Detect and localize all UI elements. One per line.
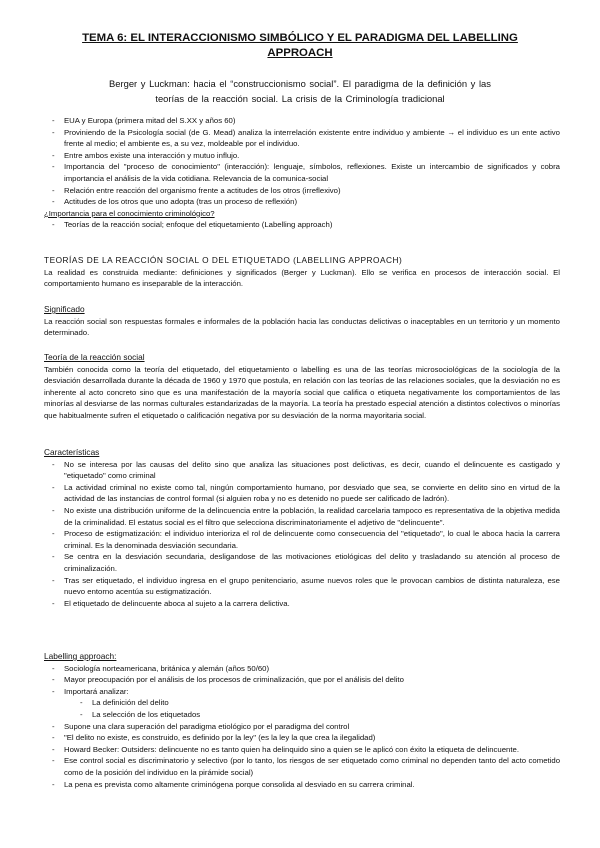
- list-item-text: Tras ser etiquetado, el individuo ingresa en el grupo penitenciario, asume nuevos roles que le provocan cambios de distinta naturaleza, ese nuevo entorno acentúa su estigmatización.: [64, 575, 560, 597]
- list-item-text: Se centra en la desviación secundaria, desligandose de las motivaciones etiológicas del delito y trasladando su atención al proceso de criminalización.: [64, 552, 560, 573]
- list-item: [44, 598, 560, 610]
- list-item: [44, 150, 560, 162]
- significado-section: [44, 304, 560, 339]
- list-item-text: EUA y Europa (primera mitad del S.XX y años 60): [64, 116, 236, 125]
- list-item: [44, 528, 560, 551]
- list-item-text: Proviniendo de la Psicología social (de G. Mead) analiza la interrelación existente entre individuo y ambiente → el individuo es un ente activo frente al medio; el ambiente es, a su vez, moldeable por el individuo.: [64, 127, 560, 149]
- bullet: -: [52, 663, 55, 673]
- list-item-text: La actividad criminal no existe como tal, ningún comportamiento humano, por desviado que sea, se convierte en delito sino en virtud de la actividad de las instancias de control formal (si alguien roba y no es detenido no puede ser calificado de ladrón).: [64, 482, 560, 504]
- caracteristicas-section: [44, 447, 560, 609]
- list-item-text: Ese control social es discriminatorio y selectivo (por lo tanto, los riesgos de ser etiquetado como criminal no dependen tanto del acto cometido como de la posición del individuo en la pirámide social): [64, 756, 560, 777]
- bullet: -: [52, 721, 55, 731]
- list-item: [44, 127, 560, 150]
- teoria-heading: Teoría de la reacción social: [44, 352, 145, 362]
- list-item: [44, 732, 560, 744]
- bullet: -: [52, 779, 55, 789]
- bullet: -: [52, 598, 55, 608]
- list-item: [44, 161, 560, 184]
- list-item: [44, 686, 560, 698]
- list-item: [44, 721, 560, 733]
- list-item: [44, 551, 560, 574]
- list-item: [44, 459, 560, 482]
- list-item: [44, 505, 560, 528]
- bullet: -: [52, 197, 55, 207]
- bullet: -: [80, 698, 83, 708]
- bullet: -: [52, 756, 55, 766]
- list-item: [44, 219, 560, 231]
- labelling-heading: Labelling approach:: [44, 651, 117, 661]
- bullet: -: [52, 162, 55, 172]
- list-item-text: Howard Becker: Outsiders: delincuente no es tanto quien ha delinquido sino a quien se le aplicó con éxito la etiqueta de delincuente.: [64, 744, 519, 754]
- list-item: [44, 755, 560, 778]
- list-item-text: Sociología norteamericana, británica y alemán (años 50/60): [64, 663, 270, 673]
- bullet: -: [52, 482, 55, 492]
- list-item-text: Relación entre reacción del organismo frente a actitudes de los otros (irreflexivo): [64, 185, 341, 195]
- sub-list-item: [44, 709, 560, 721]
- bullet: -: [52, 150, 55, 160]
- title-line-2: APPROACH: [267, 47, 333, 59]
- list-item-text: Proceso de estigmatización: el individuo interioriza el rol de delincuente como consecuencia del "etiquetado", lo cual le aboca hacia la carrera criminal. Es la denominada desviación secundaria.: [64, 529, 560, 550]
- list-item-text: Teorías de la reacción social; enfoque del etiquetamiento (Labelling approach): [64, 220, 333, 230]
- bullet: -: [52, 127, 55, 137]
- section-intro: [44, 255, 560, 290]
- teoria-paragraph: También conocida como la teoría del etiquetado, del etiquetamiento o labelling es una de las teorías microsociológicas de la sociología de la desviación desarrollada durante la década de 1960 y 1970 que postula, en relación con las teorías de las relaciones sociales, que la desviación no es inherente al acto concreto sino que es una manifestación de la mayoría social que califica o etiqueta negativamente los comportamientos de las minorías al desviarse de las normas culturales estandarizadas de la mayoría. La teoría ha prestado especial atención a distintos colectivos o minorías que habitualmente sufren el etiquetado o calificación negativa por su desviación de la norma mayoritaria social.: [44, 364, 560, 420]
- question-heading: ¿Importancia para el conocimiento criminológico?: [44, 208, 215, 218]
- teoria-section: [44, 352, 560, 422]
- bullet: -: [52, 552, 55, 562]
- list-item-text: No se interesa por las causas del delito sino que analiza las situaciones post delictivas, es decir, cuando el delincuente es castigado y "etiquetado" como criminal: [64, 459, 560, 481]
- list-item-text: No existe una distribución uniforme de la delincuencia entre la población, la realidad carcelaria tampoco es representativa de la objetiva medida de la criminalidad. El estatus social es el filtro que selecciona discriminatoriamente el adjetivo de "delincuente".: [64, 505, 560, 527]
- bullet: -: [52, 733, 55, 743]
- list-item-text: La selección de los etiquetados: [92, 709, 201, 719]
- bullet: -: [52, 116, 55, 125]
- bullet: -: [52, 575, 55, 585]
- subtitle-line-1: Berger y Luckman: hacia el “construccionismo social”. El paradigma de la definición y las: [109, 78, 491, 89]
- list-item: [44, 482, 560, 505]
- section-heading: TEORÍAS DE LA REACCIÓN SOCIAL O DEL ETIQUETADO (LABELLING APPROACH): [44, 255, 403, 265]
- caracteristicas-heading: Características: [44, 447, 100, 457]
- list-item: [44, 744, 560, 756]
- labelling-section: [44, 651, 560, 790]
- document-subtitle: [60, 76, 540, 106]
- intro-list: [44, 115, 560, 231]
- sub-list-item: [44, 697, 560, 709]
- list-item-text: Importancia del "proceso de conocimiento" (interacción): lenguaje, símbolos, reflexiones. Existe un intercambio de significados y cobra importancia el análisis de la vida cotidiana. Relevancia de la comunica-social: [64, 162, 560, 183]
- significado-paragraph: La reacción social son respuestas formales e informales de la población hacia las conductas delictivas o inaceptables en un territorio y un momento determinado.: [44, 316, 560, 338]
- bullet: -: [52, 744, 55, 754]
- significado-heading: Significado: [44, 304, 85, 314]
- list-item: [44, 663, 560, 675]
- list-item: [44, 196, 560, 208]
- bullet: -: [52, 185, 55, 195]
- bullet: -: [52, 675, 55, 685]
- subtitle-line-2: teorías de la reacción social. La crisis de la Criminología tradicional: [155, 93, 445, 104]
- list-item: [44, 575, 560, 598]
- list-item-text: La definición del delito: [92, 698, 169, 708]
- list-item-text: Supone una clara superación del paradigma etiológico por el paradigma del control: [64, 721, 350, 731]
- bullet: -: [52, 529, 55, 539]
- bullet: -: [52, 686, 55, 696]
- bullet: -: [52, 459, 55, 469]
- document-title: [48, 31, 552, 61]
- bullet: -: [80, 709, 83, 719]
- list-item-text: Entre ambos existe una interacción y mutuo influjo.: [64, 150, 240, 160]
- list-item-text: El etiquetado de delincuente aboca al sujeto a la carrera delictiva.: [64, 598, 290, 608]
- list-item: [44, 674, 560, 686]
- list-item-text: Actitudes de los otros que uno adopta (tras un proceso de reflexión): [64, 197, 298, 207]
- list-item: [44, 115, 560, 127]
- list-item-text: "El delito no existe, es construido, es definido por la ley" (es la ley la que crea la ilegalidad): [64, 733, 376, 743]
- bullet: -: [52, 220, 55, 230]
- list-item-text: La pena es prevista como altamente criminógena porque consolida al desviado en su carrera criminal.: [64, 779, 415, 789]
- bullet: -: [52, 505, 55, 515]
- list-item: [44, 185, 560, 197]
- list-item-text: Importará analizar:: [64, 686, 129, 696]
- list-item: [44, 779, 560, 791]
- title-line-1: TEMA 6: EL INTERACCIONISMO SIMBÓLICO Y EL PARADIGMA DEL LABELLING: [82, 32, 518, 44]
- section-paragraph: La realidad es construida mediante: definiciones y significados (Berger y Luckman). Ello se verifica en procesos de interacción social. El comportamiento humano es inseparable de la interacción.: [44, 267, 560, 289]
- list-item-text: Mayor preocupación por el análisis de los procesos de criminalización, que por el análisis del delito: [64, 675, 404, 685]
